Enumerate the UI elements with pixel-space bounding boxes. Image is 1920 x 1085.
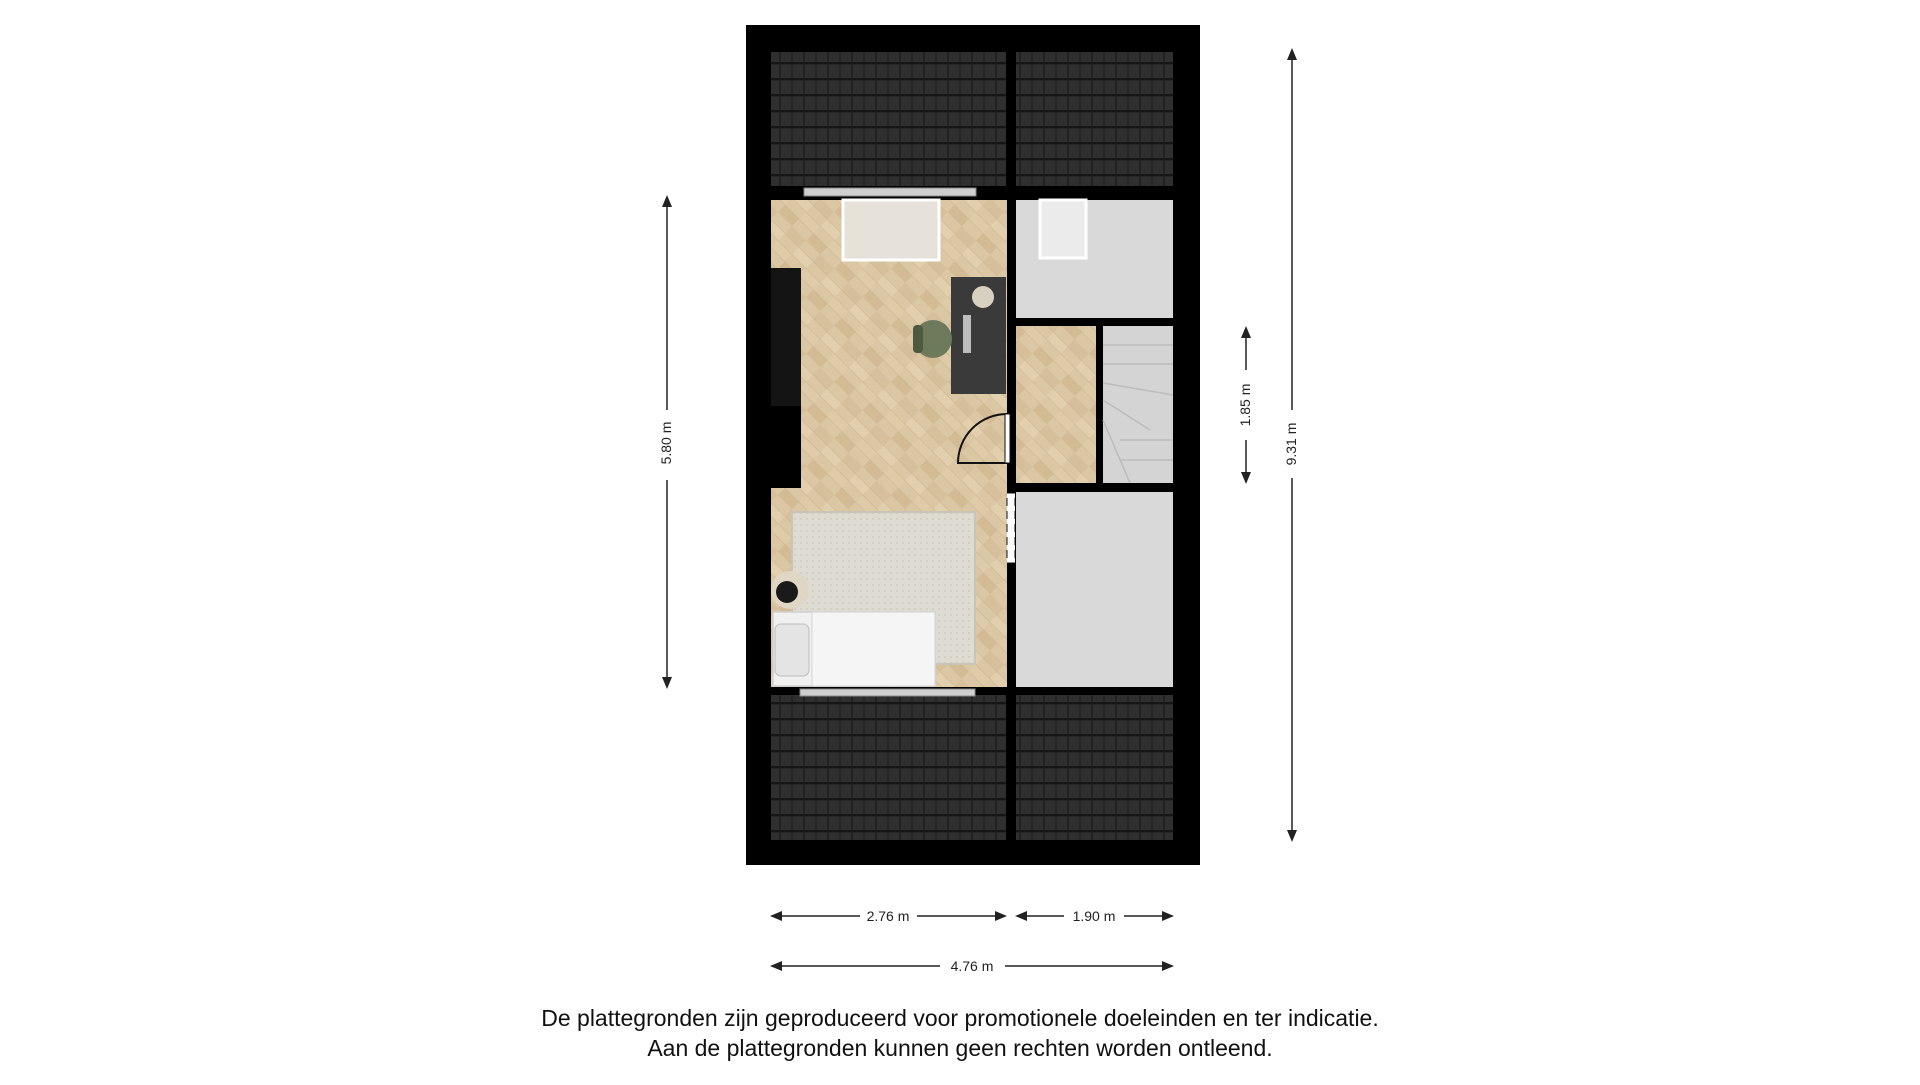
pillow bbox=[775, 624, 809, 676]
chair-back bbox=[913, 325, 923, 353]
desk-lamp bbox=[972, 286, 994, 308]
dimension-label-room-height: 5.80 m bbox=[658, 421, 674, 465]
dimension-label-left-width: 2.76 m bbox=[866, 908, 910, 924]
wardrobe bbox=[771, 268, 801, 406]
disclaimer-line-1: De plattegronden zijn geproduceerd voor promotionele doeleinden en ter indicatie. bbox=[541, 1005, 1379, 1031]
wall-niche bbox=[771, 406, 801, 488]
bedroom-door bbox=[1005, 414, 1010, 463]
roof-tiles-bottom-left bbox=[771, 695, 1006, 840]
dimension-label-total-width: 4.76 m bbox=[950, 958, 994, 974]
landing-floor bbox=[1016, 326, 1096, 483]
dimension-label-right-width: 1.90 m bbox=[1072, 908, 1116, 924]
duvet bbox=[812, 612, 935, 686]
dimension-label-landing-height: 1.85 m bbox=[1237, 383, 1253, 427]
laptop bbox=[963, 315, 971, 353]
skylight-window-top bbox=[804, 188, 976, 196]
dimension-label-total-height: 9.31 m bbox=[1283, 422, 1299, 466]
roof-tiles-top-left bbox=[771, 52, 1006, 186]
roof-tiles-top-right bbox=[1016, 52, 1173, 186]
rug-small bbox=[843, 200, 939, 260]
roof-tiles-bottom-right bbox=[1016, 695, 1173, 840]
storage-hatch bbox=[1040, 200, 1086, 258]
side-lamp bbox=[776, 581, 798, 603]
landing-door bbox=[1007, 493, 1015, 563]
storage-room-bottom bbox=[1016, 492, 1173, 687]
disclaimer-line-2: Aan de plattegronden kunnen geen rechten worden ontleend. bbox=[647, 1035, 1273, 1061]
skylight-window-bottom bbox=[800, 689, 975, 696]
